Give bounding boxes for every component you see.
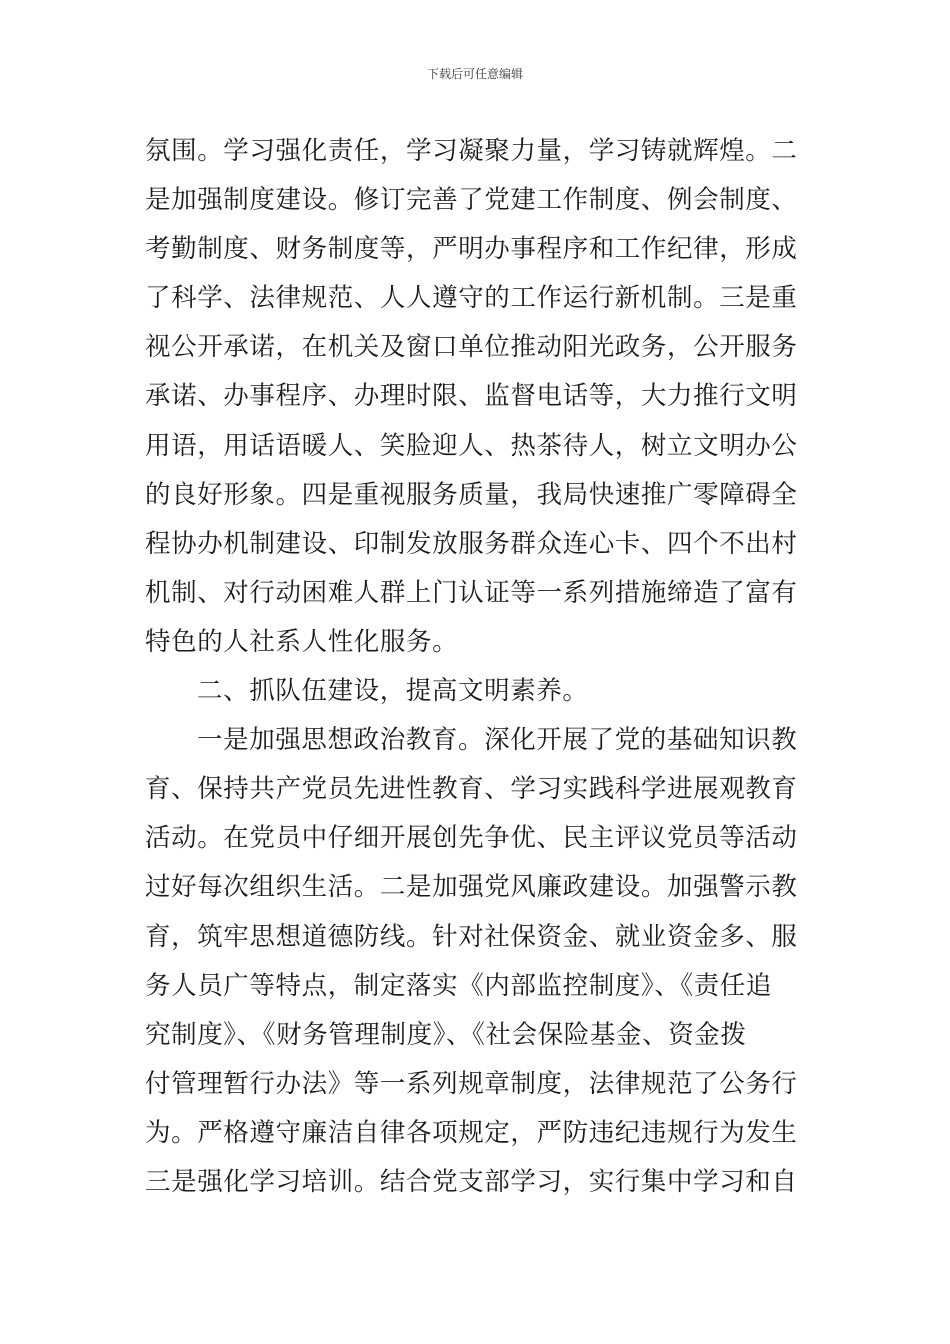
- text-line: 过好每次组织生活。二是加强党风廉政建设。加强警示教: [145, 872, 798, 903]
- text-line: 了科学、法律规范、人人遵守的工作运行新机制。三是重: [145, 283, 798, 314]
- text-line: 的良好形象。四是重视服务质量，我局快速推广零障碍全: [145, 479, 798, 510]
- text-line: 一是加强思想政治教育。深化开展了党的基础知识教: [197, 725, 798, 756]
- text-line: 究制度》、《财务管理制度》、《社会保险基金、资金拨: [145, 1019, 747, 1050]
- text-line: 考勤制度、财务制度等，严明办事程序和工作纪律，形成: [145, 234, 798, 265]
- text-line: 育，筑牢思想道德防线。针对社保资金、就业资金多、服: [145, 921, 798, 952]
- text-line: 是加强制度建设。修订完善了党建工作制度、例会制度、: [145, 185, 798, 216]
- text-line: 务人员广等特点，制定落实《内部监控制度》、《责任追: [145, 970, 773, 1001]
- text-line: 承诺、办事程序、办理时限、监督电话等，大力推行文明: [145, 381, 798, 412]
- page-header: 下载后可任意编辑: [426, 67, 523, 81]
- text-line: 二、抓队伍建设，提高文明素养。: [197, 676, 589, 707]
- text-line: 为。严格遵守廉洁自律各项规定，严防违纪违规行为发生: [145, 1117, 798, 1148]
- text-line: 程协办机制建设、印制发放服务群众连心卡、四个不出村: [145, 528, 798, 559]
- text-line: 用语，用话语暖人、笑脸迎人、热茶待人，树立文明办公: [145, 430, 798, 461]
- text-line: 视公开承诺，在机关及窗口单位推动阳光政务，公开服务: [145, 332, 798, 363]
- text-line: 活动。在党员中仔细开展创先争优、民主评议党员等活动: [145, 823, 798, 854]
- text-line: 育、保持共产党员先进性教育、学习实践科学进展观教育: [145, 774, 798, 805]
- text-line: 付管理暂行办法》等一系列规章制度，法律规范了公务行: [145, 1068, 798, 1099]
- text-line: 特色的人社系人性化服务。: [145, 626, 459, 657]
- text-line: 氛围。学习强化责任，学习凝聚力量，学习铸就辉煌。二: [145, 136, 798, 166]
- text-line: 三是强化学习培训。结合党支部学习，实行集中学习和自: [145, 1166, 798, 1197]
- text-line: 机制、对行动困难人群上门认证等一系列措施缔造了富有: [145, 577, 798, 608]
- body-text: [145, 132, 815, 1212]
